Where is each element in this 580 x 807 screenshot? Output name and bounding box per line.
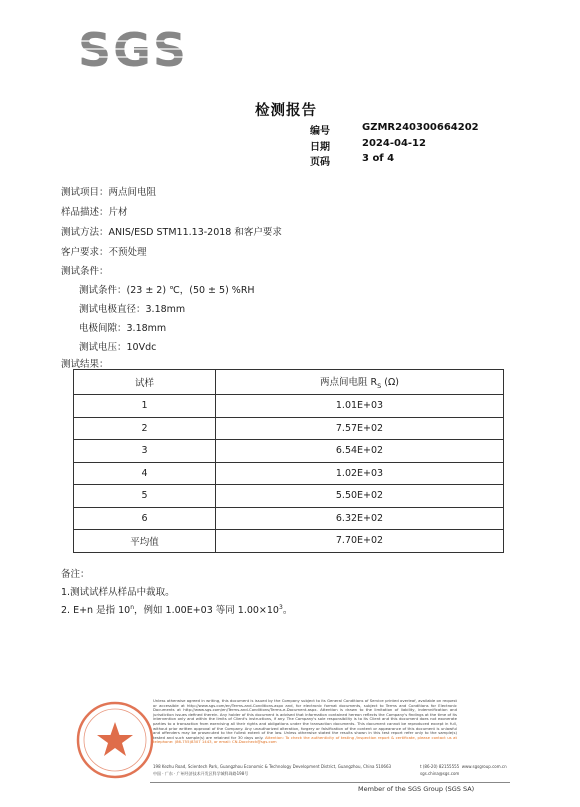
page-number-value: 3 of 4	[362, 153, 395, 164]
condition-electrode-diameter: 测试电极直径：3.18mm	[79, 304, 186, 315]
resistance-cell: 7.57E+02	[216, 417, 504, 440]
average-label-cell: 平均值	[74, 530, 216, 553]
sgs-logo	[62, 24, 204, 74]
sample-cell: 2	[74, 417, 216, 440]
footer-disclaimer	[153, 699, 457, 745]
results-table	[73, 369, 504, 553]
test-conditions-heading: 测试条件：	[61, 266, 109, 277]
footer-phone: t (86-20) 82155555	[420, 764, 460, 769]
condition-test-voltage: 测试电压：10Vdc	[79, 342, 157, 353]
footer-attention: Attention: To check the authenticity of testing /inspection report & certificate, please contact us at telephone: (86-755)8307 1443, or email: CN.Doccheck@sgs.com	[153, 734, 457, 745]
note-2-end: 。	[282, 605, 293, 616]
note-2-prefix: 2. E+n 是指 10	[61, 605, 131, 616]
average-value-cell: 7.70E+02	[216, 530, 504, 553]
header-resistance-subscript: S	[377, 381, 382, 390]
sample-cell: 5	[74, 485, 216, 508]
table-row	[74, 395, 504, 418]
report-title: 检测报告	[255, 103, 317, 119]
test-method: 测试方法：ANIS/ESD STM11.13-2018 和客户要求	[61, 227, 282, 238]
note-2-exponent-2: 3	[278, 603, 283, 611]
footer-address-en: 198 Kezhu Road, Scientech Park, Guangzhou Economic & Technology Development District, Guangzhou, China 510663	[153, 764, 392, 769]
resistance-cell: 6.32E+02	[216, 507, 504, 530]
notes-heading: 备注：	[61, 569, 90, 580]
table-header-row	[74, 370, 504, 395]
table-row-average	[74, 530, 504, 553]
sgs-logo-text: SGS	[77, 24, 189, 74]
footer-member: Member of the SGS Group (SGS SA)	[358, 785, 475, 793]
footer-address-cn: 中国 · 广东 · 广州经济技术开发区科学城科珠路198号	[153, 771, 249, 776]
resistance-cell: 6.54E+02	[216, 440, 504, 463]
table-row	[74, 440, 504, 463]
resistance-cell: 5.50E+02	[216, 485, 504, 508]
report-number-value: GZMR240300664202	[362, 122, 479, 133]
footer-contact-1	[420, 764, 507, 769]
test-item: 测试项目：两点间电阻	[61, 187, 157, 198]
resistance-cell: 1.01E+03	[216, 395, 504, 418]
page-number-label: 页码	[310, 157, 330, 168]
note-2-middle: ，例如 1.00E+03 等同 1.00×10	[134, 605, 279, 616]
report-number-label: 编号	[310, 126, 330, 137]
footer-web: www.sgsgroup.com.cn	[461, 764, 507, 769]
header-resistance-label: 两点间电阻 R	[320, 377, 378, 389]
report-date-label: 日期	[310, 142, 330, 153]
sample-cell: 4	[74, 462, 216, 485]
condition-environment: 测试条件：(23 ± 2) ℃，(50 ± 5) %RH	[79, 285, 255, 296]
note-1: 1.测试试样从样品中裁取。	[61, 587, 175, 598]
table-row	[74, 417, 504, 440]
report-date-value: 2024-04-12	[362, 138, 426, 149]
table-row	[74, 507, 504, 530]
footer-contact-2: sgs.china@sgs.com	[420, 771, 460, 776]
resistance-cell: 1.02E+03	[216, 462, 504, 485]
condition-electrode-gap: 电极间隙：3.18mm	[79, 323, 167, 334]
note-2	[61, 602, 292, 616]
footer-disclaimer-text: Unless otherwise agreed in writing, this document is issued by the Company subject to its General Conditions of Service printed overleaf, available on request or accessible at http://www.sgs.com/en/Terms-and-Conditions.aspx and, for electronic format documents, subject to Terms and Conditions for Electronic Documents at http://www.sgs.com/en/Terms-and-Conditions/Terms-e-Document.aspx. Attention is drawn to the limitation of liability, indemnification and jurisdiction issues defined therein. Any holder of this document is advised that information contained hereon reflects the Company's findings at the time of its intervention only and within the limits of Client's instructions, if any. The Company's sole responsibility is to its Client and this document does not exonerate parties to a transaction from exercising all their rights and obligations under the transaction documents. This document cannot be reproduced except in full, without prior written approval of the Company. Any unauthorized alteration, forgery or falsification of the content or appearance of this document is unlawful and offenders may be prosecuted to the fullest extent of the law. Unless otherwise stated the results shown in this test report refer only to the sample(s) tested and such sample(s) are retained for 30 days only.	[153, 698, 457, 740]
header-sample: 试样	[74, 370, 216, 395]
customer-requirement: 客户要求：不预处理	[61, 247, 147, 258]
sample-cell: 6	[74, 507, 216, 530]
table-row	[74, 462, 504, 485]
header-resistance	[216, 370, 504, 395]
sample-cell: 1	[74, 395, 216, 418]
footer-divider	[150, 782, 510, 783]
table-row	[74, 485, 504, 508]
note-2-exponent: n	[130, 603, 135, 611]
header-resistance-unit: (Ω)	[381, 377, 399, 389]
company-seal	[75, 700, 155, 780]
sample-cell: 3	[74, 440, 216, 463]
test-results-heading: 测试结果：	[61, 359, 109, 370]
sample-description: 样品描述：片材	[61, 207, 128, 218]
